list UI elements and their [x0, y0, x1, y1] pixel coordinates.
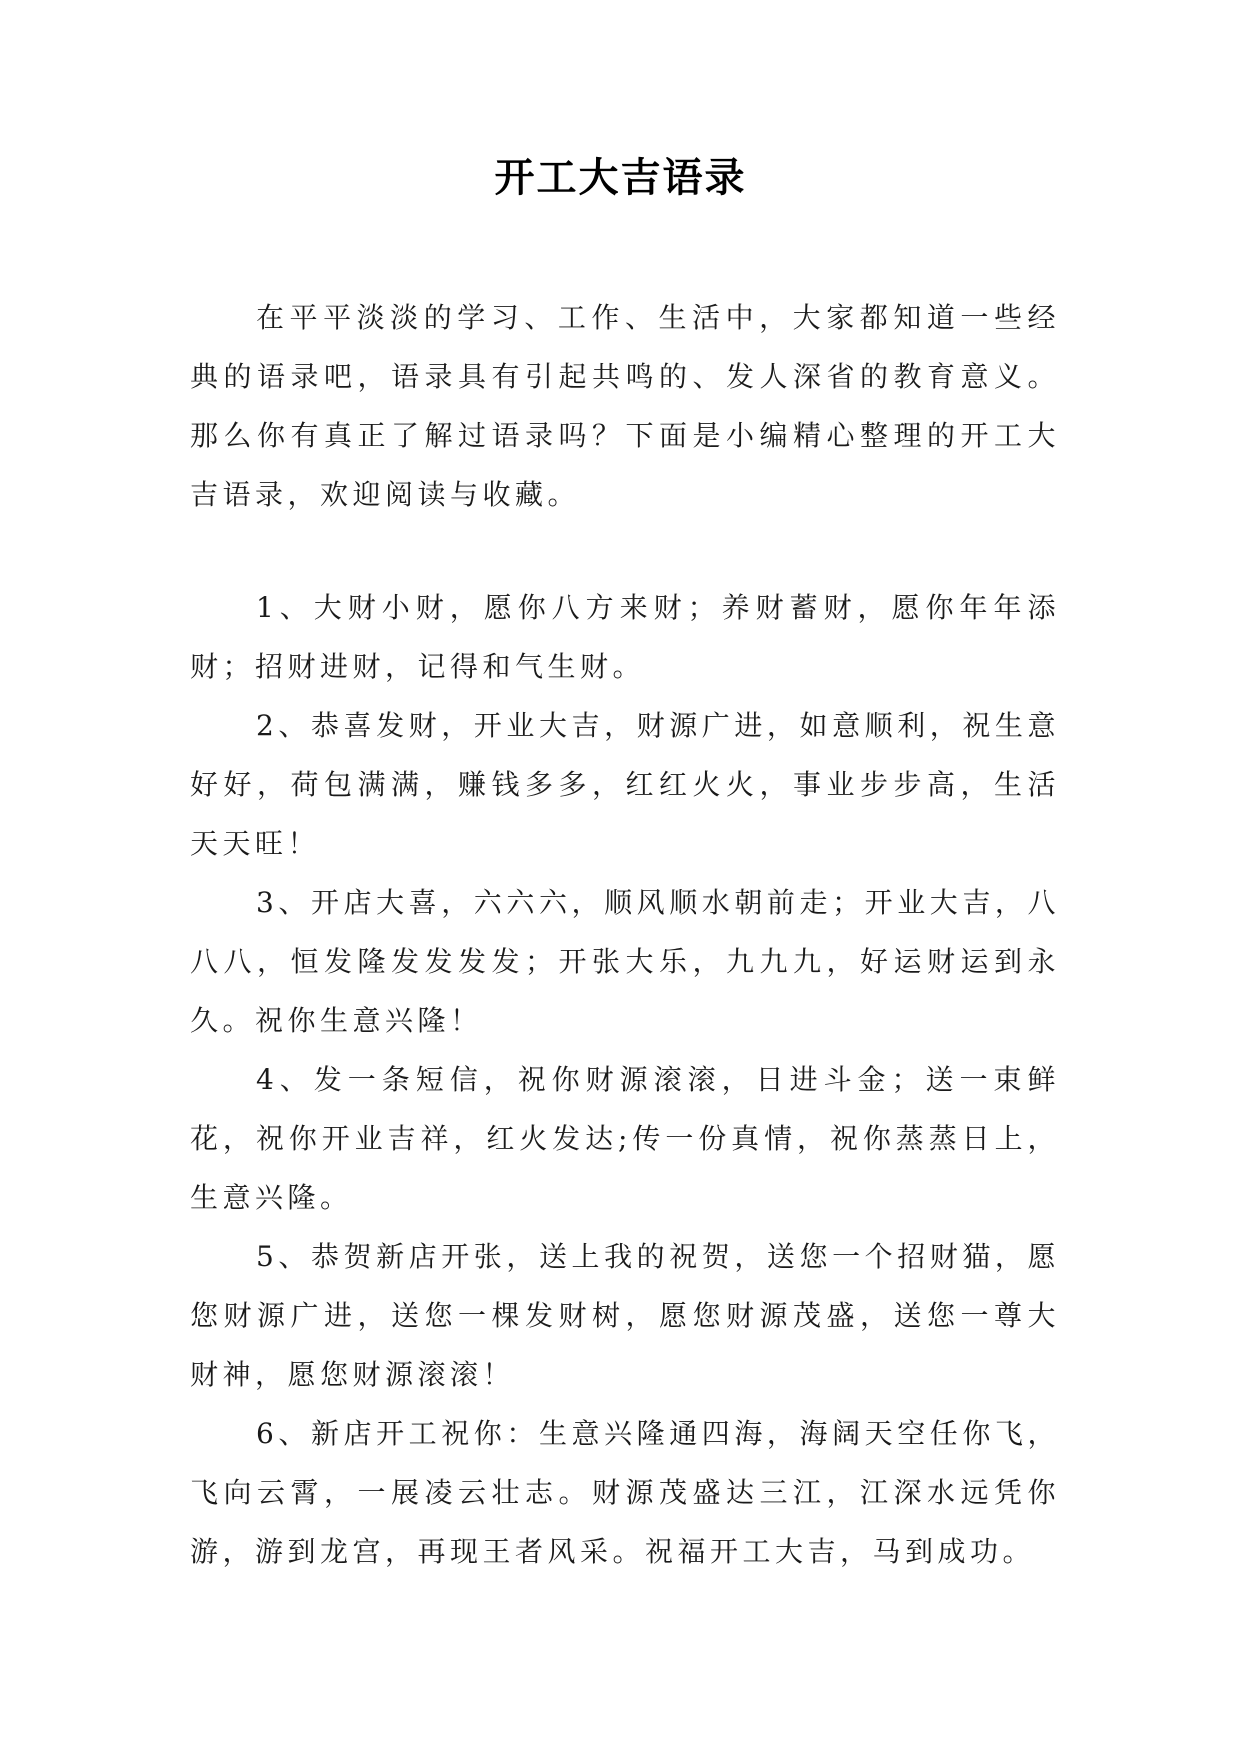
quote-item: 4、发一条短信，祝你财源滚滚，日进斗金；送一束鲜花，祝你开业吉祥，红火发达;传一份真情，祝你蒸蒸日上，生意兴隆。: [190, 1063, 1060, 1214]
quote-item: 3、开店大喜，六六六，顺风顺水朝前走；开业大吉，八八八，恒发隆发发发发；开张大乐，九九九，好运财运到永久。祝你生意兴隆！: [190, 886, 1060, 1037]
quote-item: 2、恭喜发财，开业大吉，财源广进，如意顺利，祝生意好好，荷包满满，赚钱多多，红红火火，事业步步高，生活天天旺！: [190, 709, 1060, 860]
document-title: 开工大吉语录: [494, 154, 747, 201]
quote-list: [190, 578, 1060, 1581]
intro-paragraph: 在平平淡淡的学习、工作、生活中，大家都知道一些经典的语录吧，语录具有引起共鸣的、发人深省的教育意义。那么你有真正了解过语录吗？下面是小编精心整理的开工大吉语录，欢迎阅读与收藏。: [190, 301, 1060, 511]
quote-item: 6、新店开工祝你：生意兴隆通四海，海阔天空任你飞，飞向云霄，一展凌云壮志。财源茂盛达三江，江深水远凭你游，游到龙宫，再现王者风采。祝福开工大吉，马到成功。: [190, 1417, 1060, 1568]
quote-item: 5、恭贺新店开张，送上我的祝贺，送您一个招财猫，愿您财源广进，送您一棵发财树，愿您财源茂盛，送您一尊大财神，愿您财源滚滚！: [190, 1240, 1060, 1391]
quote-item: 1、大财小财，愿你八方来财；养财蓄财，愿你年年添财；招财进财，记得和气生财。: [190, 591, 1060, 683]
